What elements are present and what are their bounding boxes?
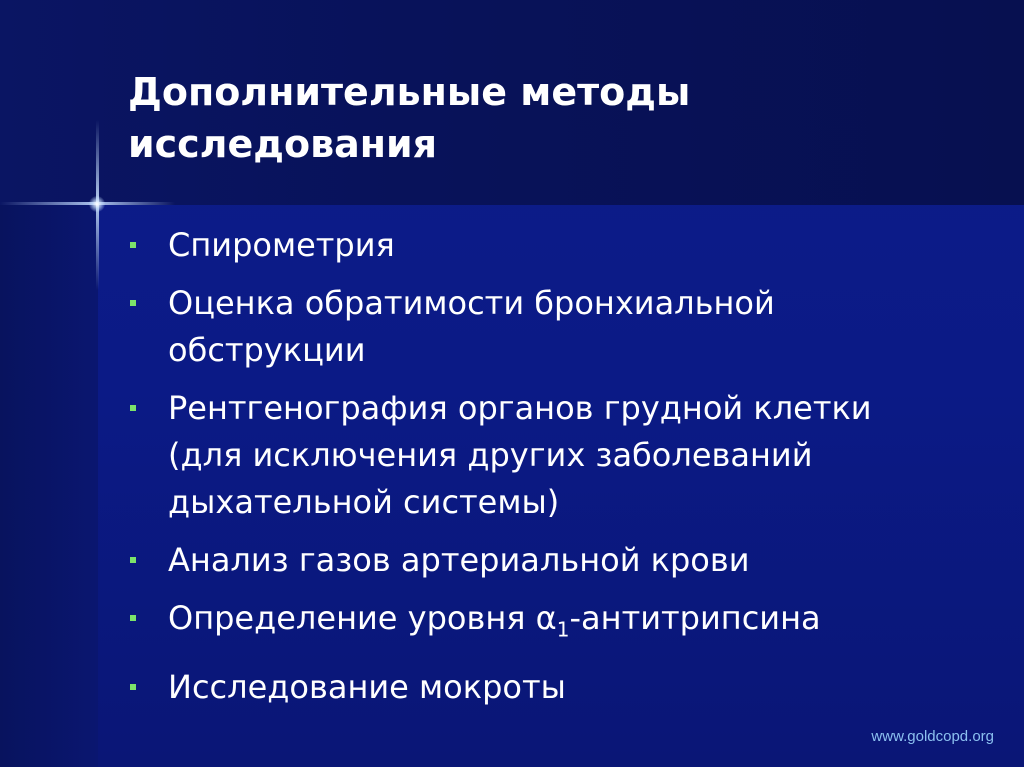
light-flare-icon (89, 196, 105, 212)
bullet-item (128, 664, 988, 711)
bullet-item (128, 385, 988, 526)
slide-title-line: Дополнительные методы (128, 70, 691, 114)
bullet-text (168, 595, 988, 653)
bullet-text: Анализ газов артериальной крови (168, 541, 750, 579)
bullet-text-part: -антитрипсина (569, 599, 821, 637)
bullet-marker-icon (130, 405, 136, 411)
bullet-text: (для исключения других заболеваний (168, 436, 813, 474)
bullet-subscript: 1 (556, 617, 570, 642)
light-flare-horizontal (0, 202, 175, 205)
bullet-text-part: Определение уровня α (168, 599, 557, 637)
bullet-marker-icon (130, 300, 136, 306)
slide-title (128, 66, 888, 170)
bullet-marker-icon (130, 684, 136, 690)
bullet-item (128, 537, 988, 584)
bullet-text: Исследование мокроты (168, 668, 566, 707)
slide-title-line: исследования (128, 122, 438, 166)
source-url[interactable]: www.goldcopd.org (871, 728, 994, 745)
bullet-text: Оценка обратимости бронхиальной (168, 284, 775, 322)
bullet-item (128, 280, 988, 374)
bullet-text: Спирометрия (168, 226, 395, 264)
bullet-text: обструкции (168, 331, 366, 369)
bullet-item (128, 595, 988, 653)
bullet-marker-icon (130, 615, 136, 621)
left-band (0, 205, 98, 767)
bullet-text: дыхательной системы) (168, 483, 560, 521)
bullet-marker-icon (130, 557, 136, 563)
bullet-list (128, 222, 988, 722)
bullet-marker-icon (130, 242, 136, 248)
bullet-item (128, 222, 988, 269)
bullet-text: Рентгенография органов грудной клетки (168, 389, 872, 427)
